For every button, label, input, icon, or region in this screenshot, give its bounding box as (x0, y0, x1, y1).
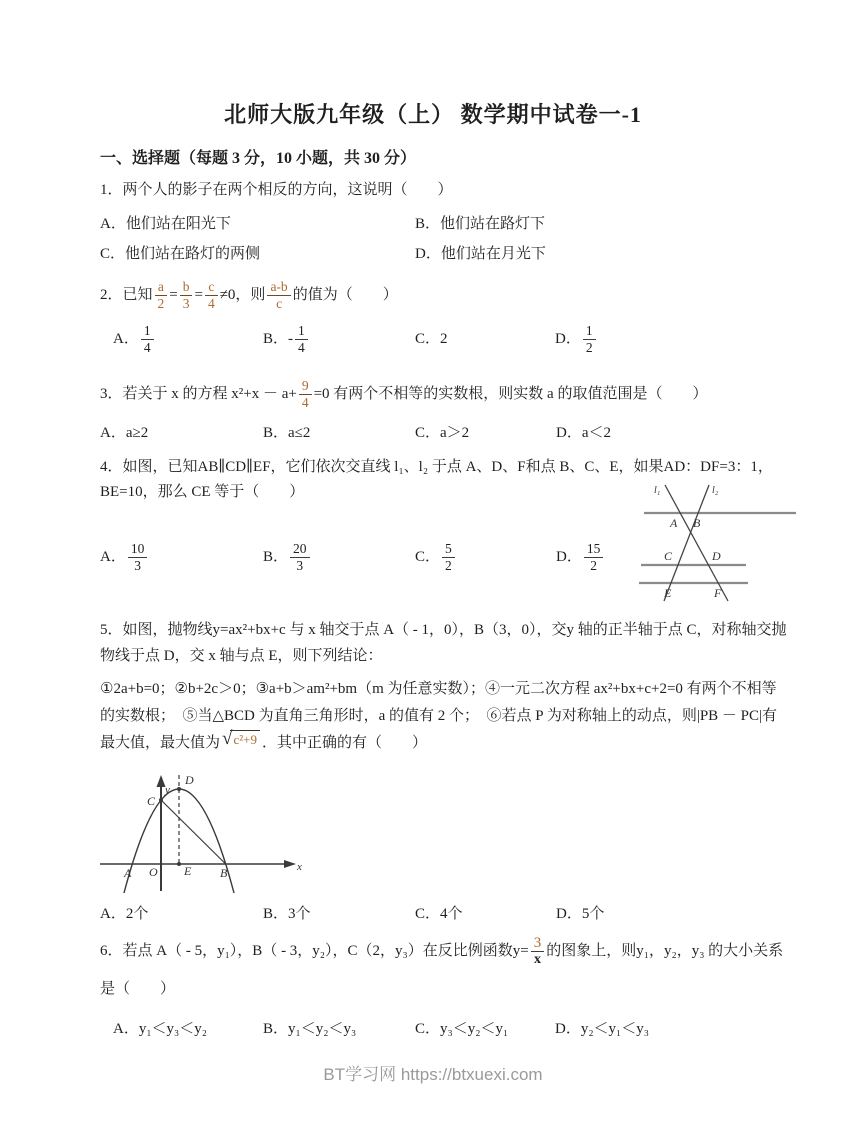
label-l2: l₂ (712, 485, 719, 496)
q2-option-b: B．- $\frac{1}{4}$ (263, 319, 415, 359)
q3-option-d: D．a＜2 (556, 425, 611, 441)
fraction-15-2: $\frac{15}{2}$ (584, 541, 604, 574)
question-5 (100, 617, 790, 923)
q1-option-b: B．他们站在路灯下 (415, 216, 546, 232)
exam-content (100, 145, 790, 1038)
label-d: D (712, 549, 721, 563)
watermark-footer: BT学习网 https://btxuexi.com (323, 1065, 543, 1084)
q5-option-b: B．3个 (263, 906, 311, 923)
q1-option-c: C．他们站在路灯的两侧 (100, 246, 261, 262)
label-e: E (184, 864, 192, 879)
segment-cb (161, 800, 226, 864)
q2-stem-suffix: 的值为（ ） (292, 287, 398, 303)
fraction-5-2: $\frac{5}{2}$ (442, 541, 455, 574)
fraction-b-3: $\frac{b}{3}$ (180, 279, 193, 312)
sqrt-expression: √c²+9 (222, 730, 260, 757)
q3-option-b: B．a≤2 (263, 425, 311, 441)
fraction-1-4: $\frac{1}{4}$ (141, 323, 154, 356)
equals-sign: = (194, 287, 203, 303)
q6-option-b: B．y₁＜y₂＜y₃ (263, 1021, 357, 1038)
q5-claims-text: ①2a+b=0；②b+2c＞0；③a+b＞am²+bm（m 为任意实数）；④一元二次方程 ax²+bx+c+2=0 有两个不相等的实数根； ⑤当△BCD 为直角三角形时，a 的值有 2 个； ⑥若点 P 为对称轴上的动点，则|PB － PC|有最大值，最大值为 (100, 681, 778, 751)
question-2-options (100, 319, 790, 359)
equals-sign: = (169, 287, 178, 303)
q2-stem-mid: ≠0，则 (219, 287, 266, 303)
q1-option-d: D．他们站在月光下 (415, 246, 546, 262)
label-a: A (124, 866, 132, 881)
question-5-stem: 5．如图，抛物线y=ax²+bx+c 与 x 轴交于点 A（ - 1，0），B（3，0），交y 轴的正半轴于点 C，对称轴交抛物线于点 D，交 x 轴与点 E，则下列结论： (100, 622, 787, 664)
question-2-stem (100, 273, 790, 317)
question-1-options (100, 212, 790, 263)
fraction-10-3: $\frac{10}{3}$ (128, 541, 148, 574)
parallel-lines-diagram (636, 483, 806, 611)
label-d: D (185, 773, 194, 788)
fraction-20-3: $\frac{20}{3}$ (290, 541, 310, 574)
q3-stem-prefix: 3．若关于 x 的方程 x²+x － a+ (100, 386, 297, 402)
q2-option-c: C．2 (415, 331, 448, 347)
q6-option-a: A．y₁＜y₃＜y₂ (113, 1021, 208, 1038)
label-e: E (664, 586, 672, 600)
fraction-1-4: $\frac{1}{4}$ (295, 323, 308, 356)
question-4-stem: 4．如图，已知AB∥CD∥EF，它们依次交直线 l₁、l₂ 于点 A、D、F和点 B、C、E，如果AD：DF=3：1，BE=10，那么 CE 等于（ ） (100, 459, 773, 500)
q4-option-a: A． $\frac{10}{3}$ (100, 537, 263, 577)
q2-option-a: A． $\frac{1}{4}$ (113, 319, 263, 359)
label-o: O (149, 865, 158, 880)
label-c: C (664, 549, 673, 563)
x-axis-arrow (284, 860, 296, 868)
label-f: F (714, 586, 722, 600)
label-c: C (147, 794, 156, 809)
radical-sign: √ (222, 728, 233, 750)
fraction-c-4: $\frac{c}{4}$ (205, 279, 218, 312)
question-6-stem (100, 932, 790, 1008)
q4-option-d: D． $\frac{15}{2}$ (556, 537, 790, 577)
q5-option-c: C．4个 (415, 906, 463, 923)
question-5-options (100, 902, 790, 923)
label-b: B (693, 516, 701, 530)
q6-stem-suffix: 的图象上，则y₁，y₂，y₃ 的大小关系是（ ） (100, 943, 784, 998)
q3-stem-suffix: =0 有两个不相等的实数根，则实数 a 的取值范围是（ ） (313, 386, 708, 402)
question-4 (100, 455, 790, 611)
section-heading: 一、选择题（每题 3 分，10 小题，共 30 分） (100, 150, 417, 167)
label-y: y (165, 784, 170, 797)
q5-option-a: A．2个 (100, 906, 149, 923)
q1-option-a: A．他们站在阳光下 (100, 216, 231, 232)
q3-option-c: C．a＞2 (415, 425, 470, 441)
fraction-9-4: $\frac{9}{4}$ (299, 378, 312, 411)
question-3-stem (100, 372, 790, 416)
label-b: B (220, 866, 228, 881)
q2-stem-prefix: 2．已知 (100, 287, 153, 303)
parabola-graph (94, 759, 309, 897)
point-e-dot (177, 862, 181, 866)
fraction-a-2: $\frac{a}{2}$ (155, 279, 168, 312)
label-a: A (670, 516, 678, 530)
point-c-dot (159, 798, 163, 802)
q6-option-c: C．y₃＜y₂＜y₁ (415, 1021, 509, 1038)
q6-option-d: D．y₂＜y₁＜y₃ (555, 1021, 650, 1038)
q4-option-b: B． $\frac{20}{3}$ (263, 537, 415, 577)
fraction-3-x: $\frac{3}{x}$ (531, 935, 545, 968)
q5-option-d: D．5个 (556, 906, 605, 923)
question-1-stem: 1．两个人的影子在两个相反的方向，这说明（ ） (100, 182, 453, 198)
fraction-1-2: $\frac{1}{2}$ (583, 323, 596, 356)
question-6-options (100, 1017, 790, 1038)
q2-option-d: D． $\frac{1}{2}$ (555, 319, 790, 359)
question-6 (100, 932, 790, 1038)
point-d-dot (177, 787, 181, 791)
q6-stem-prefix: 6．若点 A（ - 5，y₁），B（ - 3，y₂），C（2，y₃）在反比例函数y= (100, 943, 529, 960)
q5-claims-after: ．其中正确的有（ ） (261, 735, 427, 751)
label-l1: l₁ (654, 485, 661, 496)
page-title: 北师大版九年级（上） 数学期中试卷一-1 (224, 102, 642, 127)
q3-option-a: A．a≥2 (100, 425, 149, 441)
question-5-claims (100, 676, 790, 757)
label-x: x (297, 861, 302, 874)
q4-option-c: C． $\frac{5}{2}$ (415, 537, 556, 577)
fraction-ab-c: $\frac{a-b}{c}$ (267, 279, 290, 312)
question-3-options (100, 421, 790, 442)
